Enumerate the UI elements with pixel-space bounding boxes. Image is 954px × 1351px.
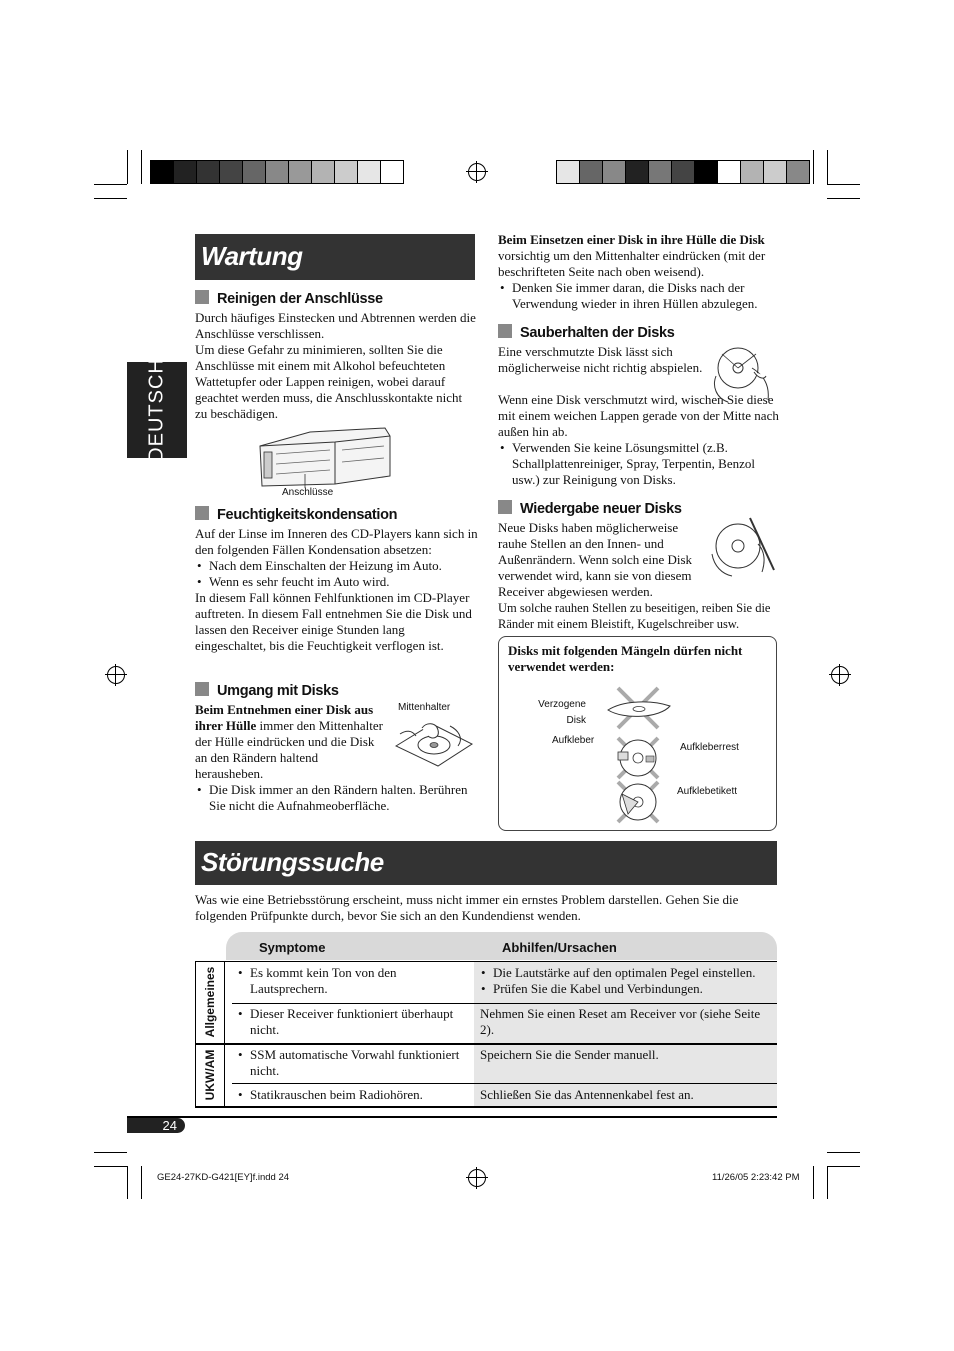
figure-label-mittenhalter: Mittenhalter bbox=[398, 702, 451, 713]
figure-label-anschluesse: Anschlüsse bbox=[282, 487, 334, 498]
col-label-symptome: Symptome bbox=[259, 940, 326, 955]
label-sticker: Aufkleber bbox=[552, 735, 595, 746]
color-swatch bbox=[603, 161, 626, 183]
square-bullet-icon bbox=[498, 324, 512, 338]
color-swatch bbox=[718, 161, 741, 183]
stoerung-intro: Was wie eine Betriebsstörung erscheint, muss nicht immer ein ernstes Problem darstellen. Gehen Sie die folgenden Prüfpunkte durch, bevor Sie sich an den Kundendienst wenden. bbox=[195, 892, 739, 923]
pencil-disc-illustration bbox=[706, 514, 778, 580]
subheading-anschluesse: Reinigen der Anschlüsse bbox=[195, 290, 383, 307]
square-bullet-icon bbox=[195, 290, 209, 304]
table-top-line bbox=[195, 961, 777, 962]
neue-disks-text-1: Neue Disks haben möglicherweise rauhe Stellen an den Innen- und Außenrändern. Wenn solch eine Disk verwendet wird, kann sie von diesem Receiver abgewiesen werden. bbox=[498, 520, 693, 599]
color-swatch bbox=[243, 161, 266, 183]
subheading-sauberhalten: Sauberhalten der Disks bbox=[498, 324, 675, 341]
label-sticker-label: Aufklebetikett bbox=[677, 786, 738, 797]
color-swatch bbox=[580, 161, 603, 183]
wipe-disc-illustration bbox=[708, 344, 778, 408]
anschluesse-text: Durch häufiges Einstecken und Abtrennen werden die Anschlüsse verschlissen. Um diese Gefahr zu minimieren, sollten Sie die Anschlüsse mit einem mit Alkohol befeuchteten Wattetupfer oder Lappen reinigen, wobei darauf geachtet werden muss, die Anschlusskontakte nicht zu beschädigen. bbox=[195, 310, 476, 421]
remedy-cell: Nehmen Sie einen Reset am Receiver vor (siehe Seite 2). bbox=[480, 1006, 761, 1037]
sauberhalten-text-2: Wenn eine Disk verschmutzt wird, wischen Sie diese mit einem weichen Lappen gerade von der Mitte nach außen hin ab. • Verwenden Sie keine Lösungsmittel (z.B. Schallplattenreiniger, Spray, Terpentin, Benzol usw.) zur Reinigung von Disks. bbox=[498, 392, 780, 488]
color-swatch bbox=[174, 161, 197, 183]
umgang-text: Beim Entnehmen einer Disk aus ihrer Hülle immer den Mittenhalter der Hülle eindrücken und die Disk an den Rändern haltend herausheben. bbox=[195, 702, 383, 781]
footer-rule bbox=[127, 1116, 777, 1118]
color-bar-right bbox=[556, 160, 810, 184]
registration-mark-bottom bbox=[468, 1169, 486, 1187]
section-title-stoerungssuche: Störungssuche bbox=[195, 841, 777, 885]
label-sticker-residue: Aufkleberrest bbox=[680, 742, 739, 753]
symptom-cell: • SSM automatische Vorwahl funktioniert nicht. bbox=[236, 1047, 466, 1079]
page-number: 24 bbox=[127, 1118, 185, 1133]
language-tab: DEUTSCH bbox=[127, 362, 187, 458]
sticker-disc-crossed-illustration bbox=[608, 736, 668, 780]
group-label-ukw-am: UKW/AM bbox=[203, 1049, 217, 1101]
group-label-allgemeines: Allgemeines bbox=[203, 966, 217, 1038]
subheading-neue-disks: Wiedergabe neuer Disks bbox=[498, 500, 682, 517]
slug-timestamp: 11/26/05 2:23:42 PM bbox=[712, 1172, 800, 1183]
color-swatch bbox=[557, 161, 580, 183]
subheading-umgang: Umgang mit Disks bbox=[195, 682, 339, 699]
color-swatch bbox=[381, 161, 403, 183]
registration-mark-top bbox=[468, 163, 486, 181]
color-swatch bbox=[672, 161, 695, 183]
color-swatch bbox=[695, 161, 718, 183]
symptom-cell: • Es kommt kein Ton von den Lautsprechern. bbox=[236, 965, 466, 997]
registration-mark-right bbox=[831, 666, 849, 684]
symptom-cell: • Dieser Receiver funktioniert überhaupt nicht. bbox=[236, 1006, 466, 1038]
warped-disc-crossed-illustration bbox=[604, 686, 674, 730]
col-label-abhilfen: Abhilfen/Ursachen bbox=[502, 940, 617, 955]
remedy-cell: Speichern Sie die Sender manuell. bbox=[480, 1047, 659, 1062]
group-divider bbox=[195, 1043, 777, 1045]
color-swatch bbox=[626, 161, 649, 183]
defect-box-heading: Disks mit folgenden Mängeln dürfen nicht verwendet werden: bbox=[508, 643, 743, 674]
remedy-cell: Schließen Sie das Antennenkabel fest an. bbox=[480, 1087, 694, 1102]
color-swatch bbox=[358, 161, 381, 183]
kondensation-text: Auf der Linse im Inneren des CD-Players kann sich in den folgenden Fällen Kondensation absetzen: • Nach dem Einschalten der Heizung im Auto. • Wenn es sehr feucht im Auto wird. In diesem Fall können Fehlfunktionen im CD-Player auftreten. In diesem Fall entnehmen Sie die Disk und lassen den Receiver einige Stunden lang eingeschaltet, bis die Feuchtigkeit verflogen ist. bbox=[195, 526, 479, 654]
color-swatch bbox=[335, 161, 358, 183]
square-bullet-icon bbox=[498, 500, 512, 514]
color-swatch bbox=[787, 161, 809, 183]
color-swatch bbox=[151, 161, 174, 183]
registration-mark-left bbox=[107, 666, 125, 684]
section-title-wartung: Wartung bbox=[195, 234, 475, 280]
remedy-cell: • Die Lautstärke auf den optimalen Pegel einstellen. • Prüfen Sie die Kabel und Verbindungen. bbox=[479, 965, 775, 997]
row-divider bbox=[232, 1003, 777, 1004]
label-warped-disc: Verzogene Disk bbox=[538, 699, 586, 726]
table-bottom-line bbox=[195, 1106, 777, 1108]
row-divider bbox=[232, 1083, 777, 1084]
color-swatch bbox=[289, 161, 312, 183]
slug-file-info: GE24-27KD-G421[EY]f.indd 24 bbox=[157, 1172, 290, 1183]
umgang-bullet: • Die Disk immer an den Rändern halten. Berühren Sie nicht die Aufnahmeoberfläche. bbox=[195, 782, 479, 814]
symptom-cell: • Statikrauschen beim Radiohören. bbox=[236, 1087, 466, 1103]
hand-disc-case-illustration bbox=[392, 716, 476, 768]
color-swatch bbox=[764, 161, 787, 183]
einsetzen-text: Beim Einsetzen einer Disk in ihre Hülle die Disk vorsichtig um den Mittenhalter eindrücken (mit der beschrifteten Seite nach oben weisend). • Denken Sie immer daran, die Disks nach der Verwendung wieder in ihren Hüllen abzulegen. bbox=[498, 232, 778, 312]
color-swatch bbox=[220, 161, 243, 183]
square-bullet-icon bbox=[195, 506, 209, 520]
subheading-kondensation: Feuchtigkeitskondensation bbox=[195, 506, 397, 523]
color-bar-left bbox=[150, 160, 404, 184]
troubleshooting-table bbox=[195, 961, 777, 1107]
neue-disks-text-2: Um solche rauhen Stellen zu beseitigen, reiben Sie die Ränder mit einem Bleistift, Kugelschreiber usw. bbox=[498, 601, 771, 631]
color-swatch bbox=[197, 161, 220, 183]
color-swatch bbox=[266, 161, 289, 183]
color-swatch bbox=[312, 161, 335, 183]
color-swatch bbox=[741, 161, 764, 183]
label-disc-crossed-illustration bbox=[608, 780, 668, 824]
square-bullet-icon bbox=[195, 682, 209, 696]
color-swatch bbox=[649, 161, 672, 183]
sauberhalten-text-1: Eine verschmutzte Disk lässt sich möglicherweise nicht richtig abspielen. bbox=[498, 344, 703, 375]
connector-illustration bbox=[250, 424, 395, 494]
